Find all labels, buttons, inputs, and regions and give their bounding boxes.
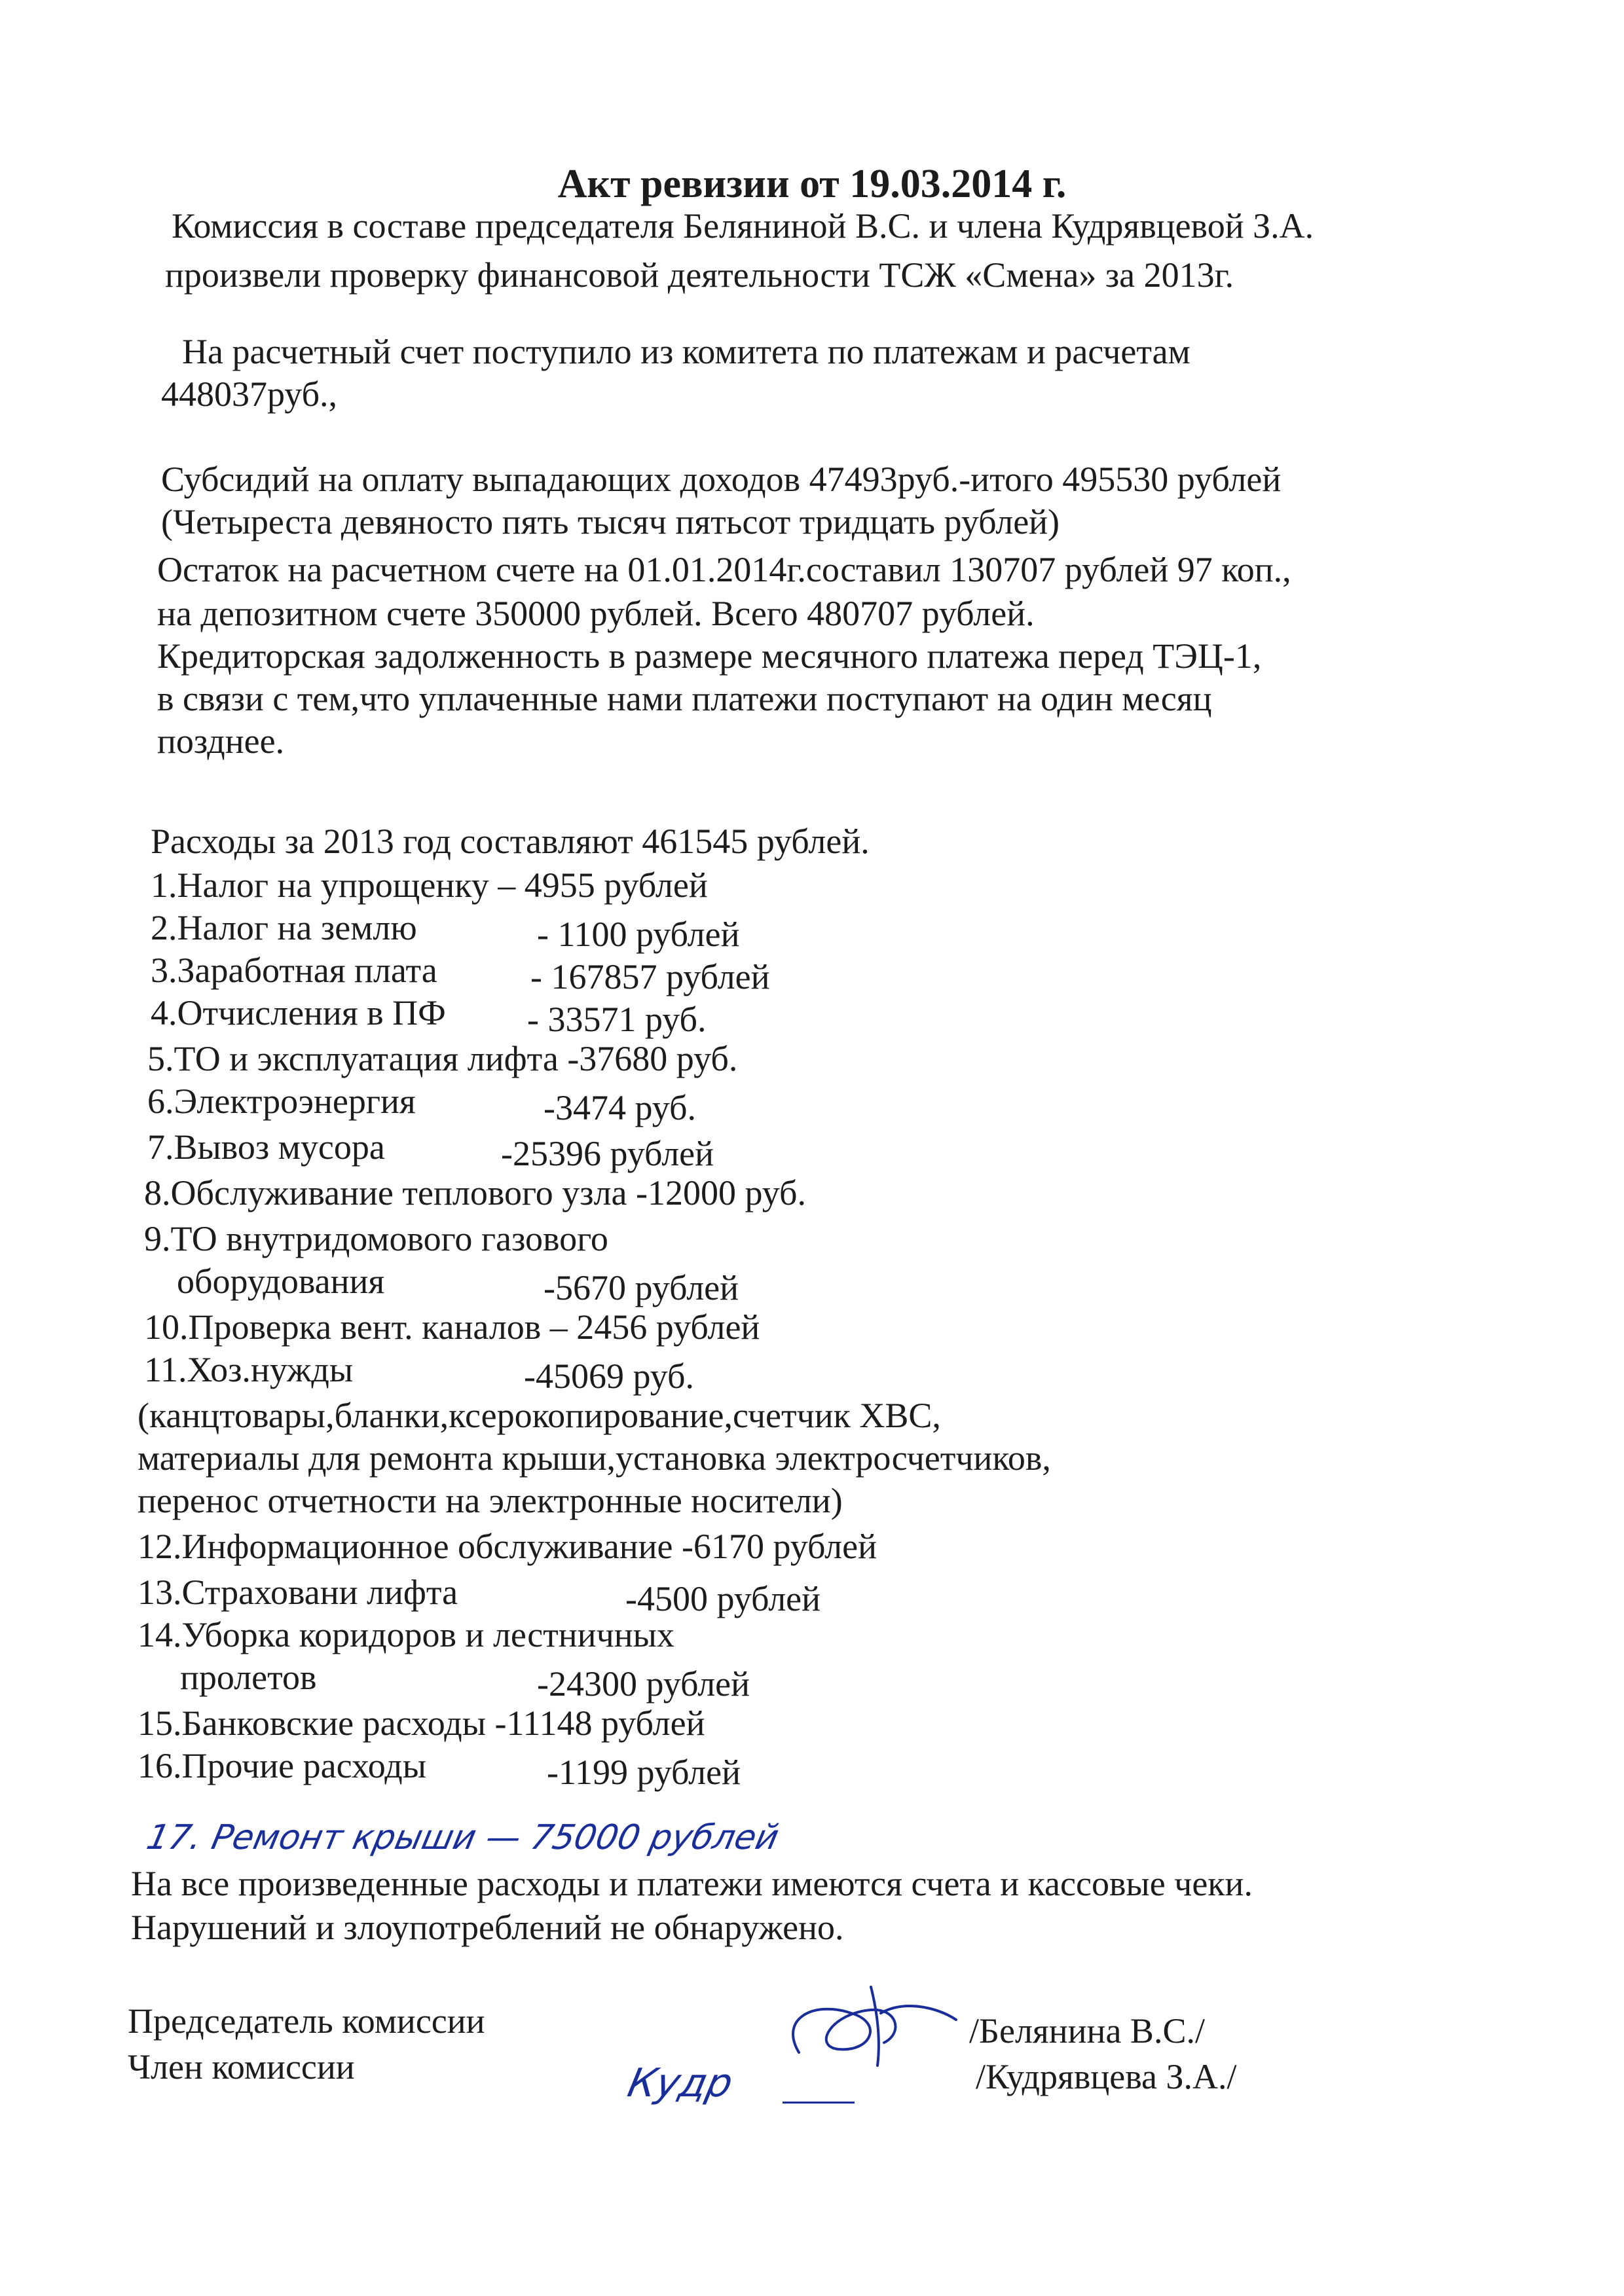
expense-item-amount: - 1100 рублей [537,915,740,954]
expense-item-name: 3.Заработная плата [151,951,437,990]
expense-item-amount: - 33571 руб. [527,1000,707,1039]
expense-item-name: 12.Информационное обслуживание -6170 рублей [138,1527,877,1566]
conclusion-line: На все произведенные расходы и платежи имеются счета и кассовые чеки. [131,1864,1253,1903]
member-role: Член комиссии [128,2047,355,2086]
chair-signature [773,1974,969,2085]
chair-role: Председатель комиссии [128,2001,485,2041]
expense-item-name: 2.Налог на землю [151,908,417,947]
expense-item-amount: -4500 рублей [625,1579,821,1618]
expense-item-name: 10.Проверка вент. каналов – 2456 рублей [144,1307,760,1347]
expense-item-name: 9.ТО внутридомового газового [144,1219,608,1258]
intro-line: Комиссия в составе председателя Белянинoй В.С. и члена Кудрявцевой З.А. [172,206,1314,246]
income-line: Кредиторская задолженность в размере месячного платежа перед ТЭЦ-1, [157,636,1262,676]
income-line: Субсидий на оплату выпадающих доходов 47493руб.-итого 495530 рублей [161,460,1282,499]
expense-item-name: 1.Налог на упрощенку – 4955 рублей [151,866,708,905]
expense-item-amount: -45069 руб. [524,1357,695,1396]
income-line: 448037руб., [161,374,338,414]
expense-item-name: 6.Электроэнергия [147,1082,416,1121]
income-line: позднее. [157,721,285,761]
expense-item-name: перенос отчетности на электронные носители) [138,1481,843,1520]
expense-item-name: материалы для ремонта крыши,установка электросчетчиков, [138,1438,1051,1478]
income-line: в связи с тем,что уплаченные нами платежи поступают на один месяц [157,679,1212,718]
expense-item-name: 13.Страховани лифта [138,1573,458,1612]
conclusion-line: Нарушений и злоупотреблений не обнаружено. [131,1908,844,1947]
expense-item-amount: -25396 рублей [501,1134,714,1173]
expense-item-name: 8.Обслуживание теплового узла -12000 руб. [144,1173,807,1212]
expense-item-name: 4.Отчисления в ПФ [151,993,446,1032]
expense-item-amount: -5670 рублей [544,1268,739,1307]
handwritten-item: 17. Ремонт крыши — 75000 рублей [143,1818,783,1857]
income-line: На расчетный счет поступило из комитета по платежам и расчетам [182,332,1190,371]
expense-item-name: 16.Прочие расходы [138,1746,426,1785]
income-line: Остаток на расчетном счете на 01.01.2014г.составил 130707 рублей 97 коп., [157,550,1291,589]
expense-item-name: пролетов [180,1658,317,1697]
income-line: на депозитном счете 350000 рублей. Всего 480707 рублей. [157,594,1035,633]
expense-item-name: 5.ТО и эксплуатация лифта -37680 руб. [147,1039,738,1078]
intro-line: произвели проверку финансовой деятельности ТСЖ «Смена» за 2013г. [165,255,1234,295]
expenses-total: Расходы за 2013 год составляют 461545 рублей. [151,822,870,861]
member-signature: Кудр [623,2060,737,2106]
expense-item-amount: - 167857 рублей [530,957,770,996]
expense-item-amount: -1199 рублей [547,1753,741,1792]
expense-item-name: 14.Уборка коридоров и лестничных [138,1615,674,1654]
document-title: Акт ревизии от 19.03.2014 г. [557,162,1067,206]
income-line: (Четыреста девяносто пять тысяч пятьсот тридцать рублей) [161,502,1060,541]
expense-item-amount: -24300 рублей [537,1664,750,1704]
expense-item-name: (канцтовары,бланки,ксерокопирование,счетчик ХВС, [138,1396,941,1435]
expense-item-name: 7.Вывоз мусора [147,1127,385,1167]
chair-name: /Белянина В.С./ [969,2011,1205,2050]
expense-item-name: 11.Хоз.нужды [144,1350,354,1389]
member-name: /Кудрявцева З.А./ [976,2057,1237,2096]
expense-item-amount: -3474 руб. [544,1088,697,1127]
expense-item-name: оборудования [177,1262,385,1301]
member-signature-stroke [783,2102,855,2104]
expense-item-name: 15.Банковские расходы -11148 рублей [138,1704,705,1743]
